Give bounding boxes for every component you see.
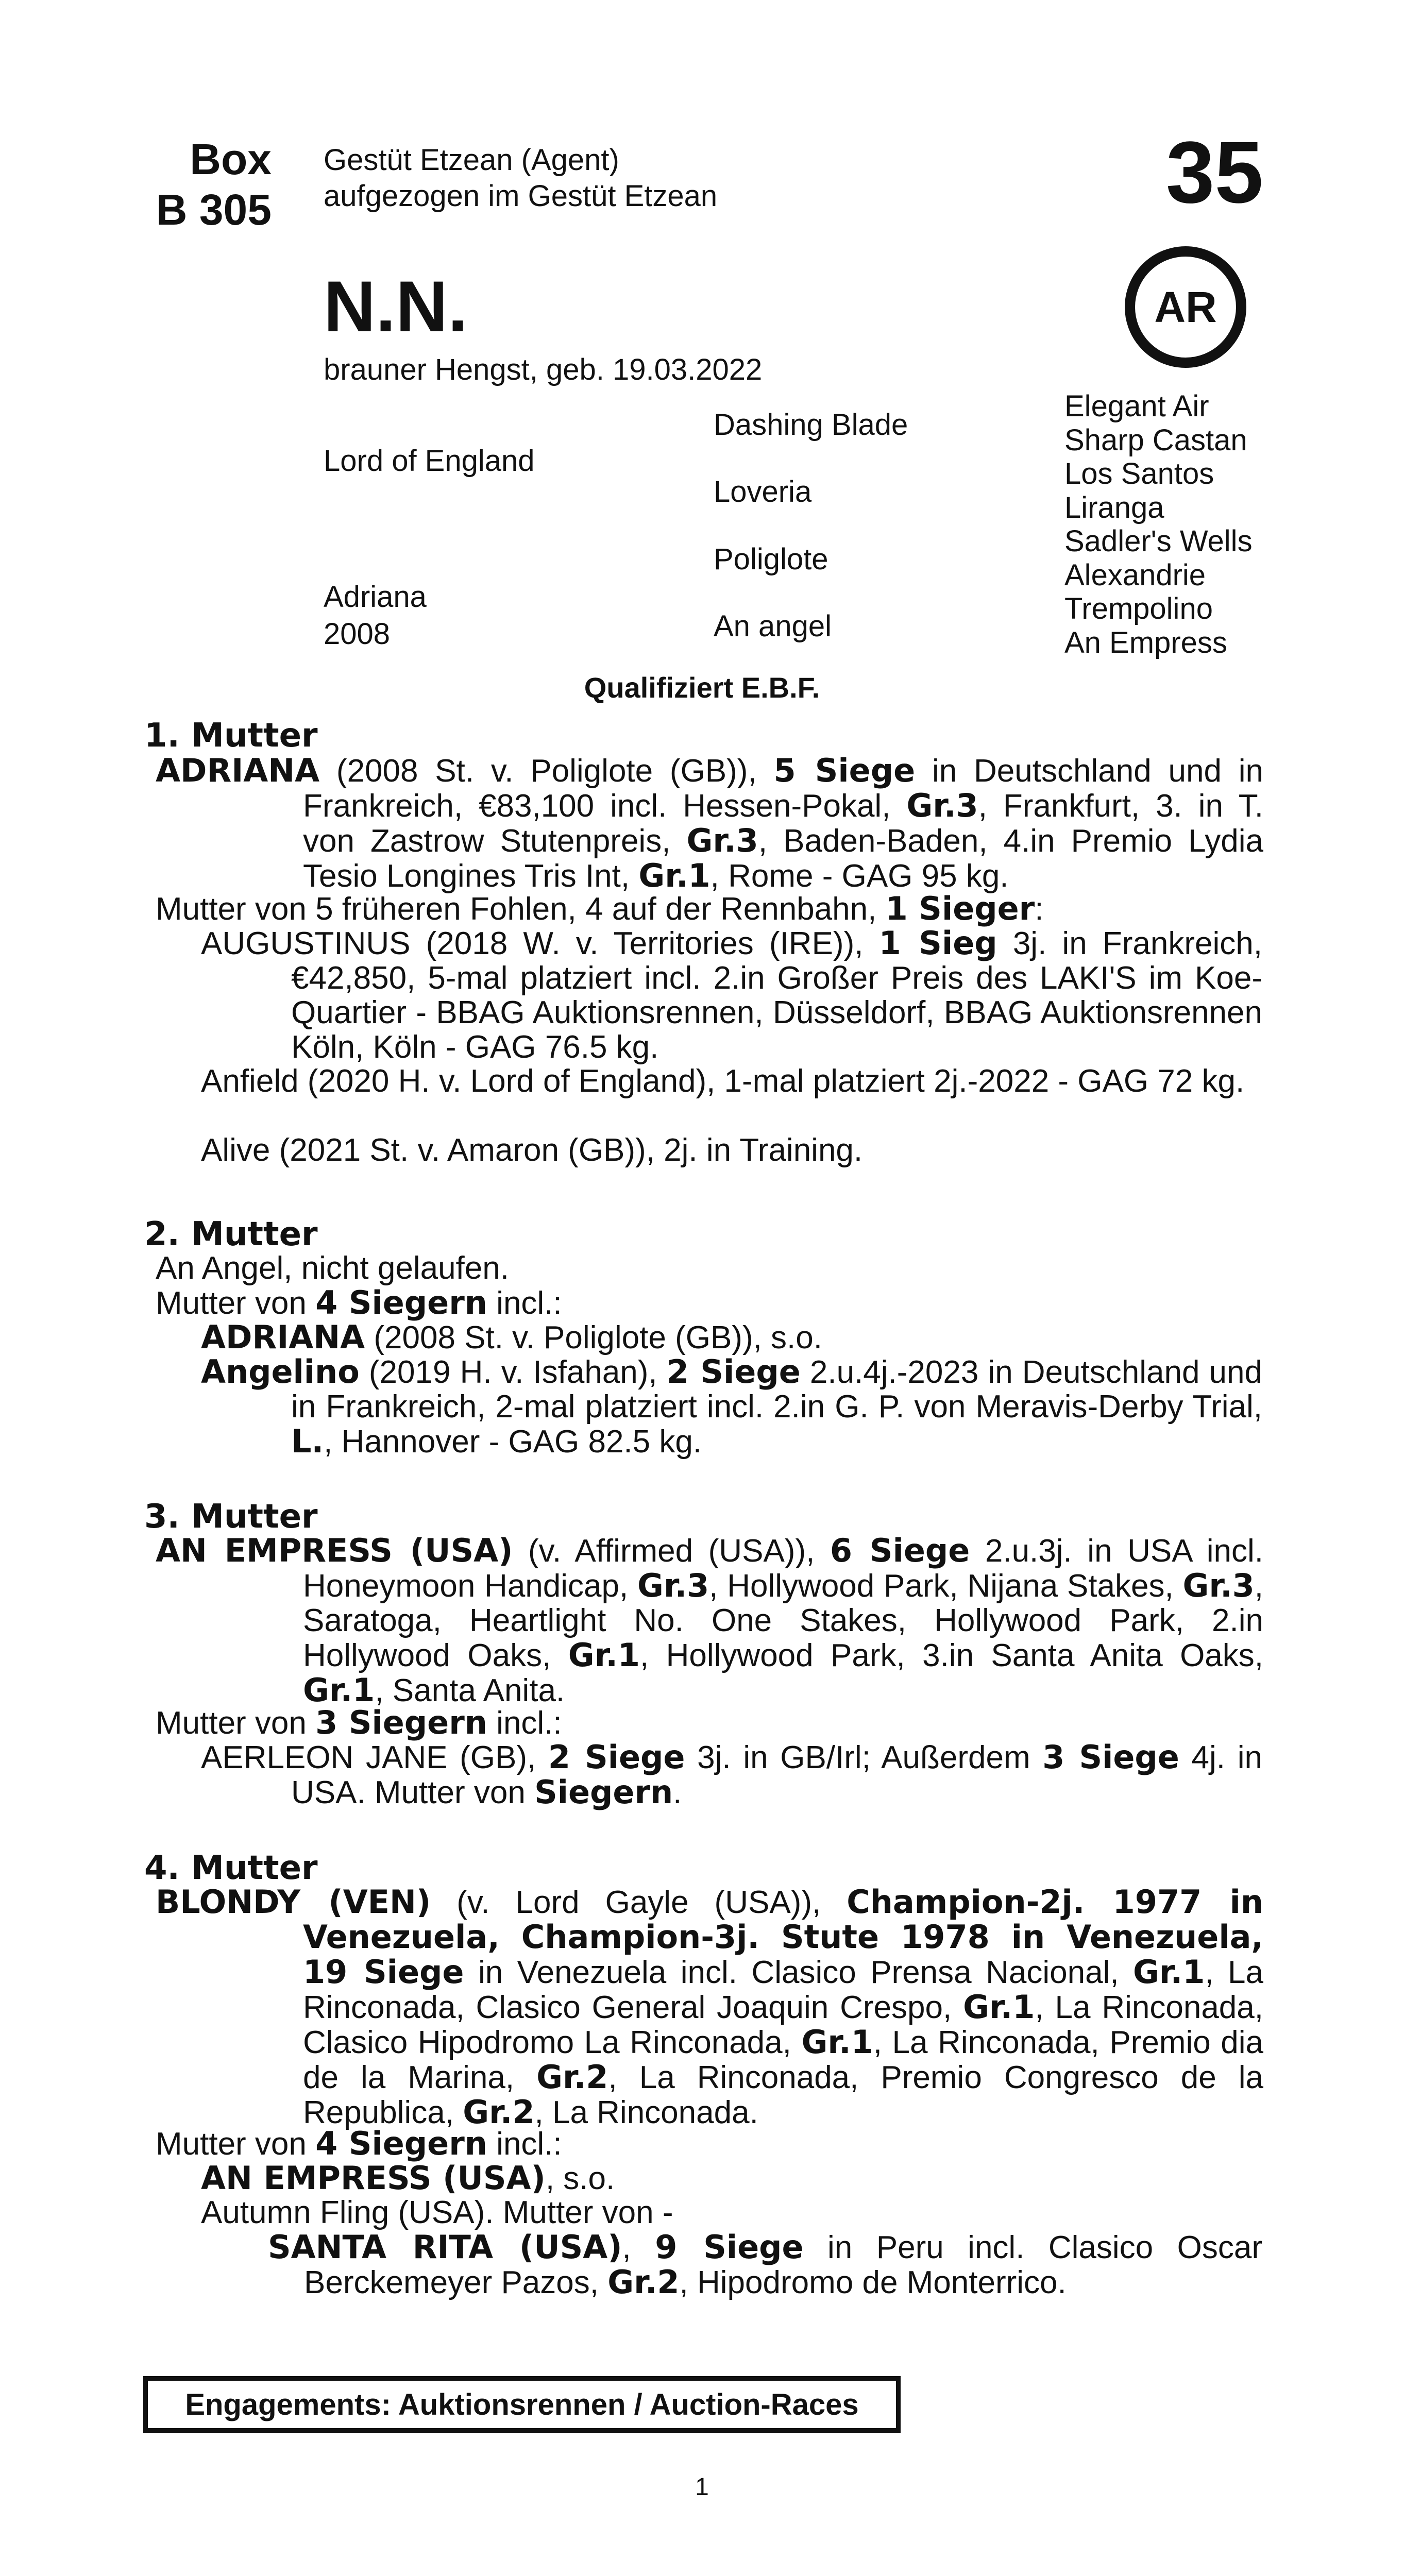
pedigree-sire: Lord of England <box>324 444 535 478</box>
breeder-info <box>324 142 717 214</box>
dam3-entry: AN EMPRESS (USA) (v. Affirmed (USA)), 6 Siege 2.u.3j. in USA incl. Honeymoon Handicap, Gr.3, Hollywood Park, Nijana Stakes, Gr.3, Saratoga, Heartlight No. One Stakes, Hollywood Park, 2.in Hollywood Oaks, Gr.1, Hollywood Park, 3.in Santa Anita Oaks, Gr.1, Santa Anita. <box>156 1532 1263 1709</box>
horse-description: brauner Hengst, geb. 19.03.2022 <box>324 353 763 386</box>
dam1-entry: ADRIANA (2008 St. v. Poliglote (GB)), 5 Siege in Deutschland und in Frankreich, €83,100 incl. Hessen-Pokal, Gr.3, Frankfurt, 3. in T. von Zastrow Stutenpreis, Gr.3, Baden-Baden, 4.in Premio Lydia Tesio Longines Tris Int, Gr.1, Rome - GAG 95 kg. <box>156 752 1264 894</box>
box-word: Box <box>190 135 272 183</box>
dam4-progeny-1: AN EMPRESS (USA), s.o. <box>201 2159 615 2197</box>
qualification: Qualifiziert E.B.F. <box>584 671 820 704</box>
dam1-progeny-3: Alive (2021 St. v. Amaron (GB)), 2j. in Training. <box>201 1132 863 1168</box>
pedigree-great-4: Liranga <box>1064 491 1164 524</box>
pedigree-great-8: An Empress <box>1064 626 1227 659</box>
section-heading-3: 3. Mutter <box>144 1498 318 1536</box>
dam4-entry: BLONDY (VEN) (v. Lord Gayle (USA)), Champion-2j. 1977 in Venezuela, Champion-3j. Stute 1978 in Venezuela, 19 Siege in Venezuela incl. Clasico Prensa Nacional, Gr.1, La Rinconada, Clasico General Joaquin Crespo, Gr.1, La Rinconada, Clasico Hipodromo La Rinconada, Gr.1, La Rinconada, Premio dia de la Marina, Gr.2, La Rinconada, Premio Congresco de la Republica, Gr.2, La Rinconada. <box>156 1883 1264 2131</box>
dam1-name: ADRIANA <box>156 752 320 789</box>
dam1-progeny-1: AUGUSTINUS (2018 W. v. Territories (IRE)), 1 Sieg 3j. in Frankreich, €42,850, 5-mal platziert incl. 2.in Großer Preis des LAKI'S im Koe-Quartier - BBAG Auktionsrennen, Düsseldorf, BBAG Auktionsrennen Köln, Köln - GAG 76.5 kg. <box>201 924 1262 1065</box>
pedigree-great-3: Los Santos <box>1064 457 1214 490</box>
dam4-grandprogeny-1: SANTA RITA (USA), 9 Siege in Peru incl. Clasico Oscar Berckemeyer Pazos, Gr.2, Hipodromo de Monterrico. <box>268 2228 1262 2301</box>
pedigree-dam-year: 2008 <box>324 617 391 651</box>
page-number: 1 <box>695 2473 709 2501</box>
breeder-agent: Gestüt Etzean (Agent) <box>324 143 619 177</box>
dam4-foals: Mutter von 4 Siegern incl.: <box>156 2125 562 2162</box>
dam2-progeny-1: ADRIANA (2008 St. v. Poliglote (GB)), s.o. <box>201 1318 822 1356</box>
dam4-name: BLONDY (VEN) <box>156 1883 431 1921</box>
dam2-entry: An Angel, nicht gelaufen. <box>156 1250 509 1286</box>
section-heading-4: 4. Mutter <box>144 1849 318 1887</box>
dam2-foals: Mutter von 4 Siegern incl.: <box>156 1284 562 1321</box>
dam1-progeny-2: Anfield (2020 H. v. Lord of England), 1-mal platziert 2j.-2022 - GAG 72 kg. <box>201 1063 1245 1099</box>
ar-badge <box>1125 246 1246 368</box>
dam2-progeny-2: Angelino (2019 H. v. Isfahan), 2 Siege 2.u.4j.-2023 in Deutschland und in Frankreich, 2-mal platziert incl. 2.in G. P. von Meravis-Derby Trial, L., Hannover - GAG 82.5 kg. <box>201 1353 1263 1460</box>
breeder-raised: aufgezogen im Gestüt Etzean <box>324 179 718 213</box>
engagements-box <box>143 2376 901 2433</box>
engagements-label: Engagements: Auktionsrennen / Auction-Races <box>185 2387 859 2421</box>
section-heading-1: 1. Mutter <box>144 717 318 755</box>
section-heading-2: 2. Mutter <box>144 1215 318 1253</box>
dam3-foals: Mutter von 3 Siegern incl.: <box>156 1704 562 1741</box>
dam1-foals: Mutter von 5 früheren Fohlen, 4 auf der Rennbahn, 1 Sieger: <box>156 890 1044 927</box>
ar-badge-text: AR <box>1154 282 1217 331</box>
pedigree-great-1: Elegant Air <box>1064 389 1209 423</box>
pedigree-grand-4: An angel <box>714 609 832 643</box>
lot-number: 35 <box>1165 124 1263 222</box>
box-label <box>131 134 272 235</box>
pedigree-great-6: Alexandrie <box>1064 558 1206 592</box>
horse-name: N.N. <box>324 266 468 347</box>
pedigree-grand-1: Dashing Blade <box>714 408 908 442</box>
pedigree-great-5: Sadler's Wells <box>1064 524 1253 558</box>
pedigree-great-2: Sharp Castan <box>1064 423 1247 457</box>
pedigree-dam: Adriana <box>324 580 427 614</box>
box-number: B 305 <box>156 185 272 234</box>
dam4-progeny-2: Autumn Fling (USA). Mutter von - <box>201 2195 673 2230</box>
dam3-progeny-1: AERLEON JANE (GB), 2 Siege 3j. in GB/Irl; Außerdem 3 Siege 4j. in USA. Mutter von Siegern. <box>201 1738 1262 1811</box>
dam3-name: AN EMPRESS (USA) <box>156 1532 513 1569</box>
pedigree-great-7: Trempolino <box>1064 592 1213 625</box>
pedigree-grand-2: Loveria <box>714 475 812 509</box>
pedigree-grand-3: Poliglote <box>714 543 828 576</box>
